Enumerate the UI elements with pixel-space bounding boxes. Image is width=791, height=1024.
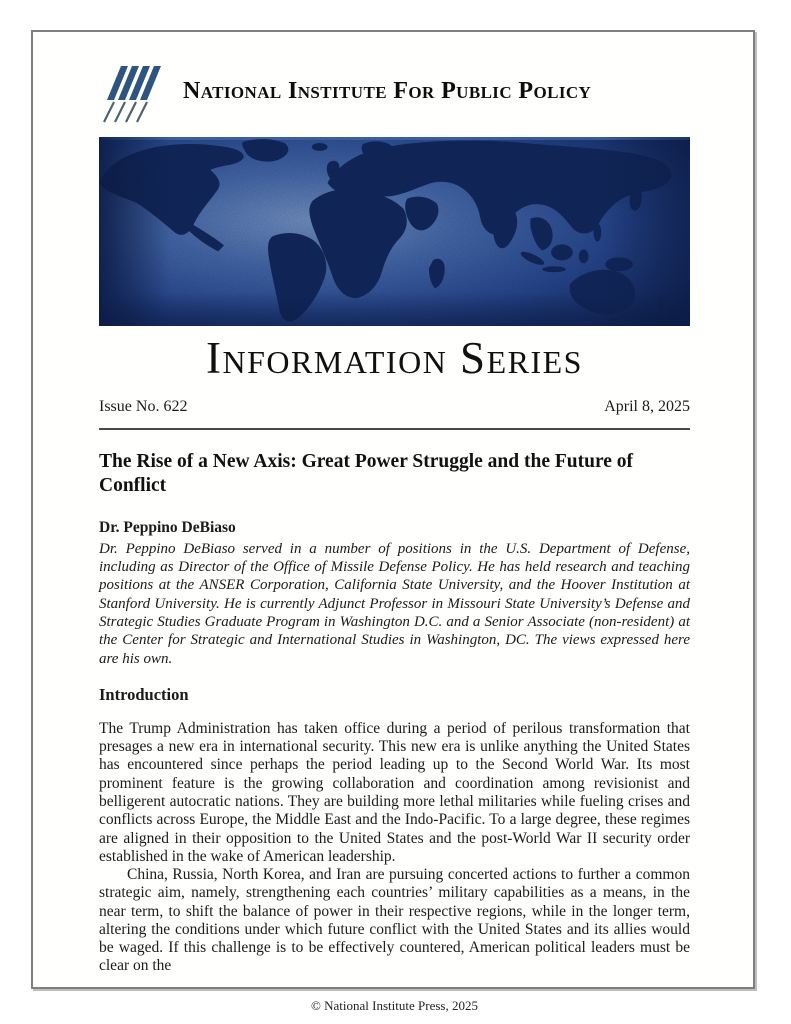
author-bio: Dr. Peppino DeBiaso served in a number of positions in the U.S. Department of Defense, including as Director of the Office of Missile Defense Policy. He has held research and teaching positions at the ANSER Corporation, California State University, and the Hoover Institution at Stanford University. He is currently Adjunct Professor in Missouri State University’s Defense and Strategic Studies Graduate Program in Washington D.C. and a Senior Associate (non-resident) at the Center for Strategic and International Studies in Washington, DC. The views expressed here are his own. xyxy=(99,540,690,667)
series-title: Information Series xyxy=(206,333,583,383)
body-paragraph-1: The Trump Administration has taken office during a period of perilous transformation that presages a new era in international security. This new era is unlike anything the United States has encountered since perhaps the period leading up to the Second World War. Its most prominent feature is the growing collaboration and coordination among revisionist and belligerent autocratic nations. They are building more lethal militaries while fueling crises and conflicts across Europe, the Middle East and the Indo-Pacific. To a large degree, these regimes are aligned in their opposition to the United States and the post-World War II security order established in the wake of American leadership. xyxy=(99,719,690,865)
author-name: Dr. Peppino DeBiaso xyxy=(99,518,236,536)
issue-line xyxy=(99,398,690,416)
world-map-image xyxy=(99,137,690,326)
body-paragraph-2: China, Russia, North Korea, and Iran are pursuing concerted actions to further a common strategic aim, namely, strengthening each countries’ military capabilities as a means, in the near term, to shift the balance of power in their respective regions, while in the longer term, altering the conditions under which future conflict with the United States and its allies would be waged. If this challenge is to be effectively countered, American political leaders must be clear on the xyxy=(99,866,690,975)
org-name: National Institute For Public Policy xyxy=(183,77,592,104)
divider-rule xyxy=(99,428,690,430)
page-frame xyxy=(31,30,755,1013)
issue-number: Issue No. 622 xyxy=(99,398,188,415)
nipp-logo-icon xyxy=(99,58,173,124)
document-content xyxy=(33,32,753,1014)
copyright-footer: © National Institute Press, 2025 xyxy=(311,997,478,1013)
section-heading-introduction: Introduction xyxy=(99,684,189,704)
letterhead xyxy=(99,58,690,124)
issue-date: April 8, 2025 xyxy=(604,398,690,415)
article-title: The Rise of a New Axis: Great Power Struggle and the Future of Conflict xyxy=(99,451,634,497)
